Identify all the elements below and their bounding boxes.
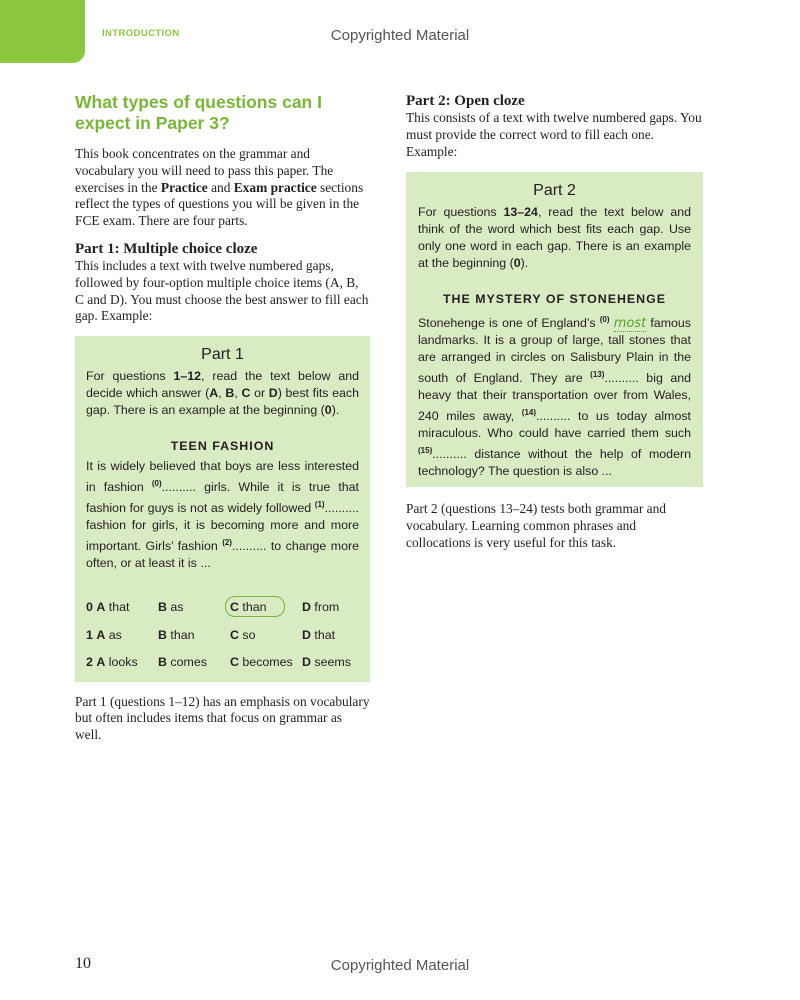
part1-heading: Part 1: Multiple choice cloze bbox=[75, 240, 258, 257]
option-c-circled: C than bbox=[230, 599, 302, 616]
watermark-bottom: Copyrighted Material bbox=[330, 957, 470, 974]
part2-example-box bbox=[406, 172, 703, 487]
option-a: 2 A looks bbox=[86, 655, 138, 670]
left-column bbox=[75, 92, 370, 744]
intro-paragraph: This book concentrates on the grammar and vocabulary you will need to pass this paper. The exercises in the Practice and Exam practice sections reflect the types of questions you will be given in the FCE exam. There are four parts. bbox=[75, 146, 364, 229]
option-d: D seems bbox=[302, 655, 351, 670]
option-row bbox=[86, 594, 359, 622]
part2-box-title: Part 2 bbox=[533, 182, 576, 200]
part1-example-box bbox=[75, 336, 370, 682]
watermark-top: Copyrighted Material bbox=[330, 27, 470, 44]
teen-fashion-text: It is widely believed that boys are less interested in fashion $^{(0)}$.......... girls. While it is true that fashion for guys is not as widely followed $^{(1)}$.......... fashion for girls, it is becoming more and more important. Girls’ fashion $^{(2)}$.......... to change more often, or at least it is ... bbox=[86, 459, 360, 571]
option-row bbox=[86, 649, 359, 677]
part1-instructions: For questions 1–12, read the text below and decide which answer (A, B, C or D) best fits each gap. There is an example at the beginning (0). bbox=[86, 369, 360, 418]
teen-fashion-title: TEEN FASHION bbox=[170, 439, 275, 454]
part2-instructions: For questions 13–24, read the text below and think of the word which best fits each gap. Use only one word in each gap. There is an example at the beginning (0). bbox=[418, 205, 692, 271]
option-a: 0 A that bbox=[86, 600, 130, 615]
option-b: B as bbox=[158, 600, 184, 615]
option-b: B comes bbox=[158, 655, 207, 670]
stonehenge-text: Stonehenge is one of England’s $^{(0)}$ most famous landmarks. It is a group of large, tall stones that are arranged in circles on Salisbury Plain in the south of England. They are $^{(13)}$.......... big and heavy that their transportation over from Wales, 240 miles away, $^{(14)}$.......... to us today almost miraculous. Who could have carried them such $^{(15)}$.......... distance without the help of modern technology? The question is also ... bbox=[418, 315, 691, 479]
part2-summary: Part 2 (questions 13–24) tests both grammar and vocabulary. Learning common phrases and collocations is very useful for this task. bbox=[406, 501, 666, 550]
option-c: C becomes bbox=[230, 655, 293, 670]
right-column bbox=[406, 92, 703, 552]
part2-description: This consists of a text with twelve numbered gaps. You must provide the correct word to fill each one. Example: bbox=[406, 110, 702, 159]
section-label: INTRODUCTION bbox=[102, 28, 180, 39]
answer-options bbox=[86, 594, 359, 677]
option-row bbox=[86, 622, 359, 650]
option-a: 1 A as bbox=[86, 627, 122, 642]
option-d: D from bbox=[302, 600, 340, 615]
part1-description: This includes a text with twelve numbered gaps, followed by four-option multiple choice items (A, B, C and D). You must choose the best answer to fill each gap. Example: bbox=[75, 257, 369, 324]
part1-box-title: Part 1 bbox=[201, 346, 244, 364]
page-heading: What types of questions can I expect in Paper 3? bbox=[75, 92, 322, 133]
part1-summary: Part 1 (questions 1–12) has an emphasis on vocabulary but often includes items that focus on grammar as well. bbox=[75, 693, 370, 743]
option-d: D that bbox=[302, 627, 336, 642]
handwritten-answer: most bbox=[613, 316, 647, 332]
part2-heading: Part 2: Open cloze bbox=[406, 93, 525, 109]
option-c: C so bbox=[230, 627, 256, 642]
option-b: B than bbox=[158, 627, 195, 642]
stonehenge-title: THE MYSTERY OF STONEHENGE bbox=[442, 292, 667, 307]
page-number: 10 bbox=[75, 955, 91, 972]
